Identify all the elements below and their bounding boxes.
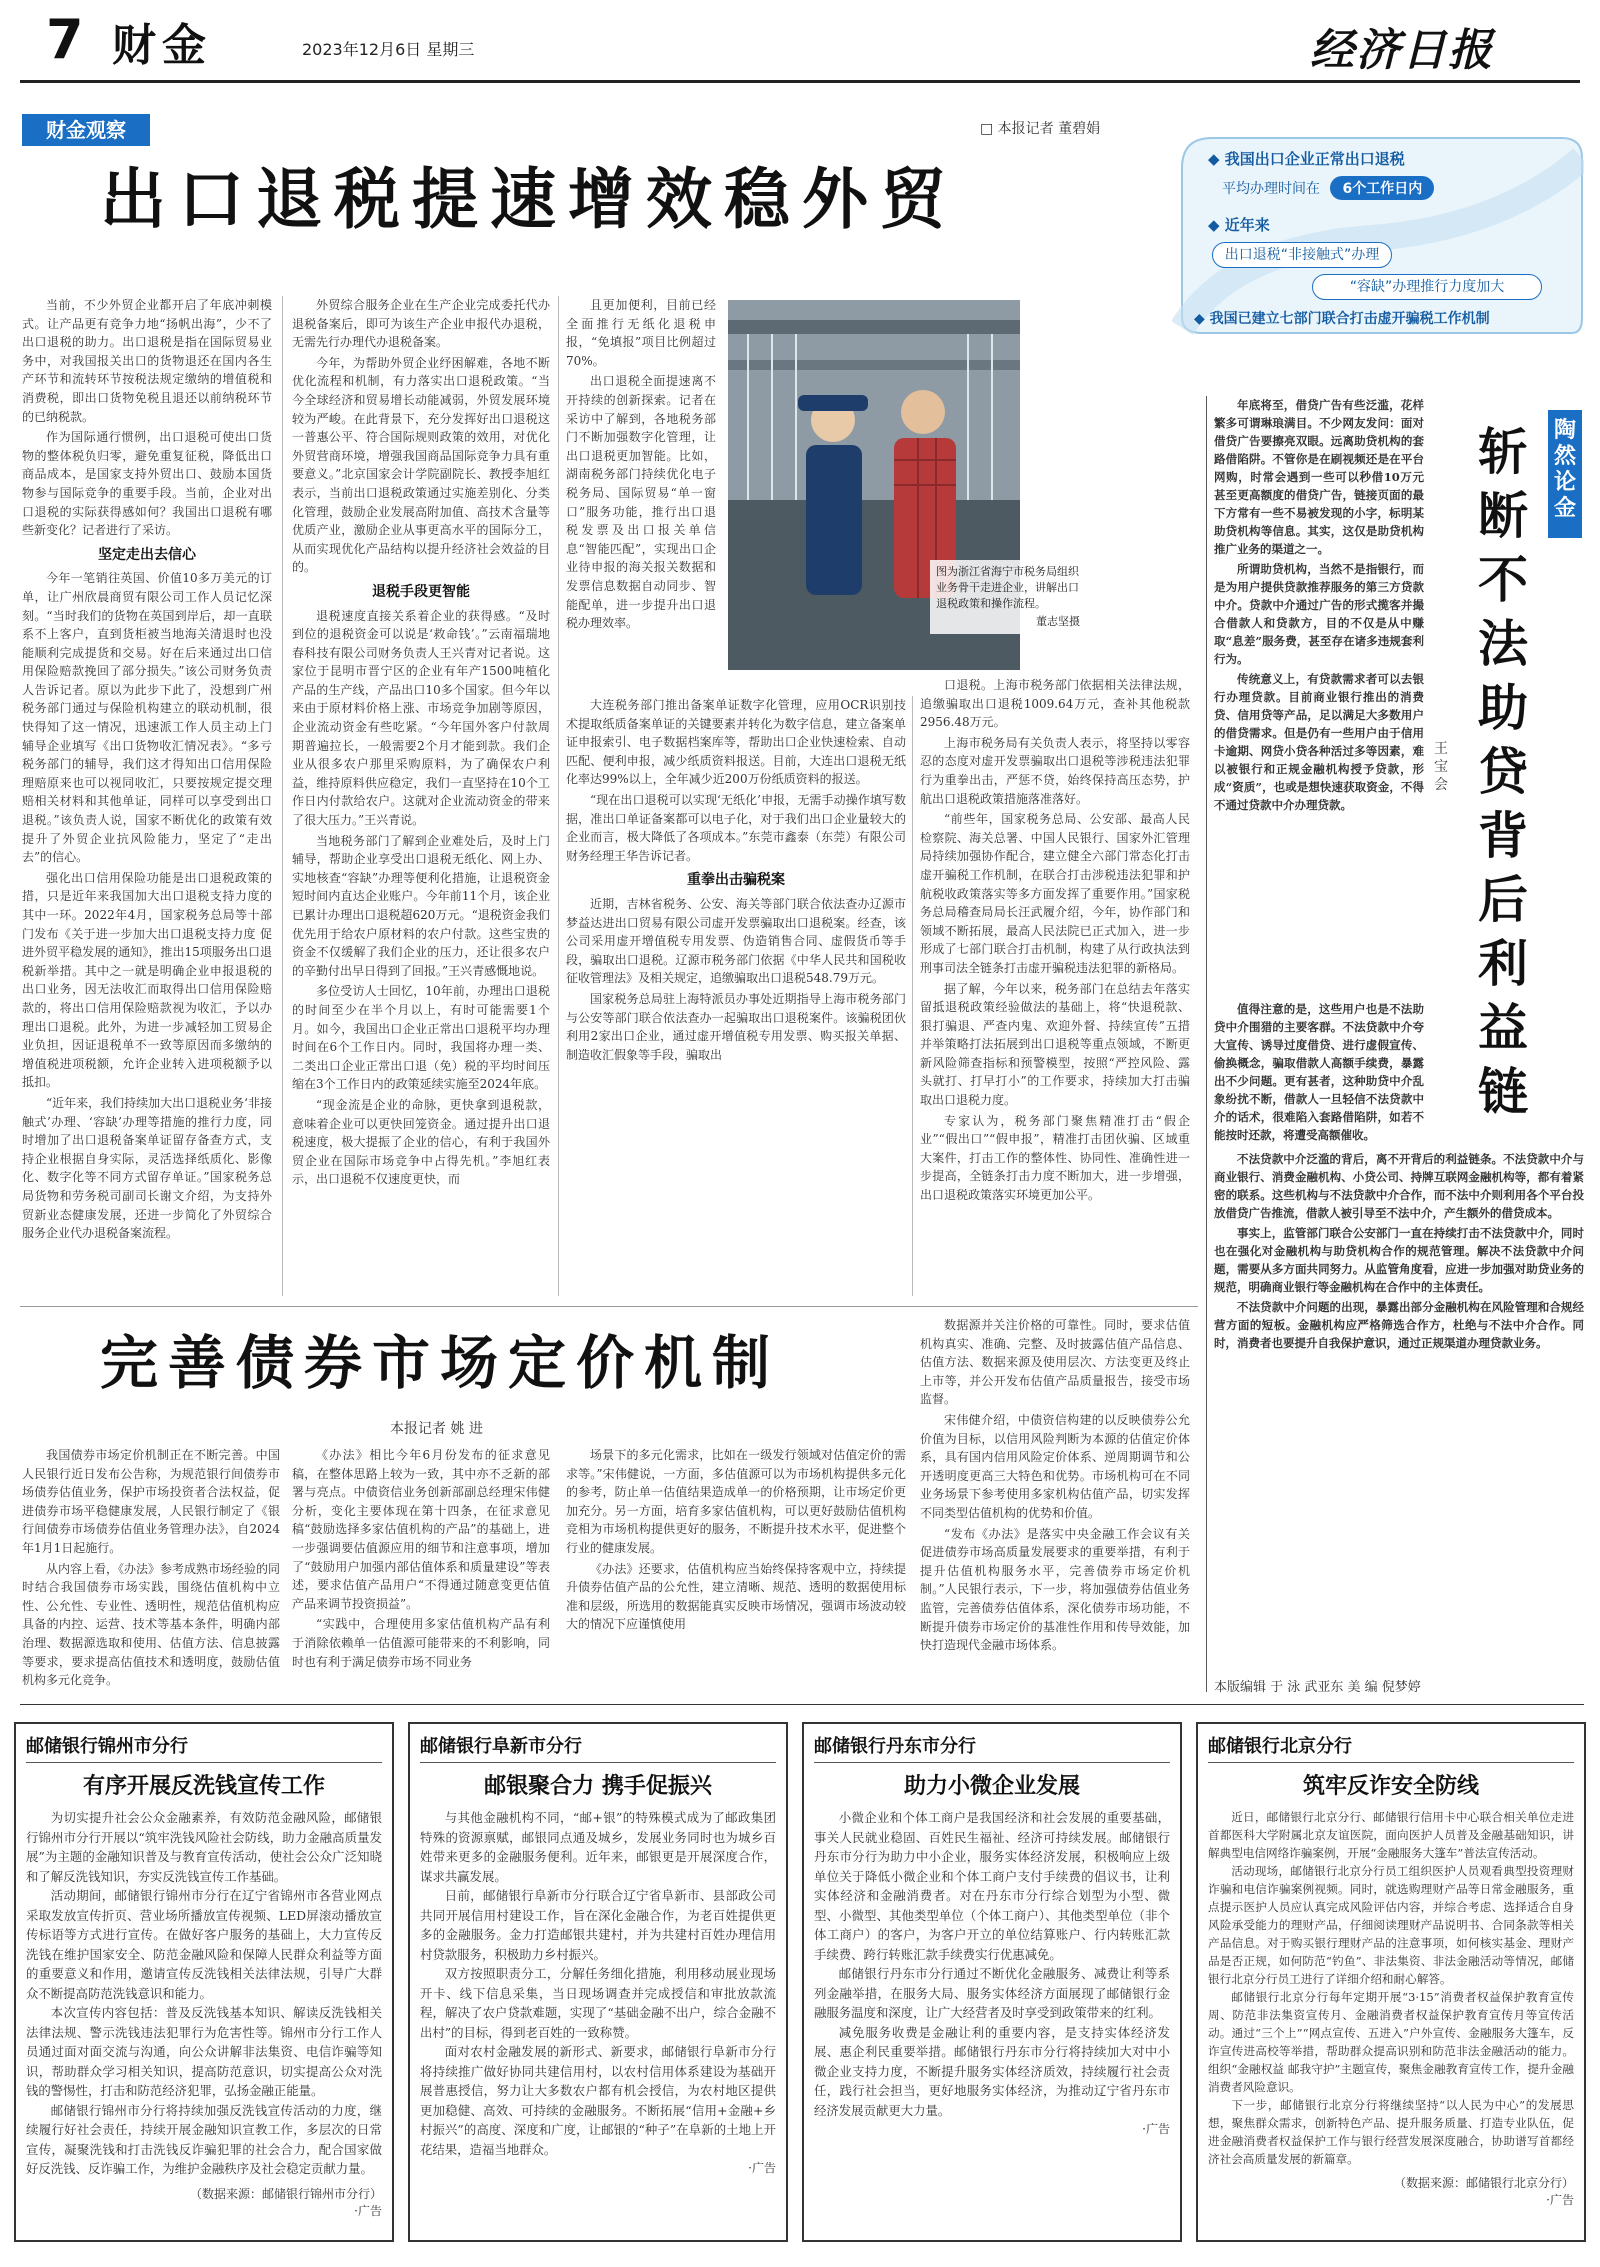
subheading-1: 坚定走出去信心 <box>98 546 196 563</box>
column-divider <box>558 296 559 1296</box>
page-editors: 本版编辑 于 泳 武亚东 美 编 倪梦婷 <box>1214 1680 1421 1695</box>
ad-box-4 <box>1196 1722 1586 2242</box>
info-pill-1: 出口退税“非接触式”办理 <box>1212 242 1392 268</box>
paragraph: 《办法》相比今年6月份发布的征求意见稿，在整体思路上较为一致，其中亦不乏新的部署与亮点。中债资信业务创新部副总经理宋伟健分析，变化主要体现在第十四条，在征求意见稿“鼓励选择多家估值机构的产品”的基础上，进一步强调要估值源应用的细节和注意事项，增加了“鼓励用户加强内部估值体系和质量建设”等表述，要求估值产品用户“不得通过随意变更估值产品来调节投资损益”。 <box>292 1448 550 1611</box>
paragraph: “现金流是企业的命脉，更快拿到退税款，意味着企业可以更快回笼资金。通过提升出口退税速度，极大提振了企业的信心，有利于我国外贸企业在国际市场竞争中占得先机。”李旭红表示，出口退税不仅速度更快，而 <box>292 1097 550 1187</box>
ad-org: 邮储银行北京分行 <box>1208 1732 1574 1763</box>
info-line-2-text: 平均办理时间在 <box>1222 181 1320 197</box>
paragraph: 我国债券市场定价机制正在不断完善。中国人民银行近日发布公告称，为规范银行间债券市场债券估值业务，保护市场投资者合法权益，促进债券市场平稳健康发展，人民银行制定了《银行间债券市场债券估值业务管理办法》，自2024年1月1日起施行。 <box>22 1448 280 1555</box>
article2-byline: 本报记者 姚 进 <box>390 1421 483 1437</box>
ad-org: 邮储银行丹东市分行 <box>814 1732 1170 1763</box>
section-divider <box>20 1306 1198 1307</box>
paragraph: 数据源并关注价格的可靠性。同时，要求估值机构真实、准确、完整、及时披露估值产品信息、估值方法、数据来源及使用层次、方法变更及终止上市等，并公开发布估值产品质量报告，接受市场监督。 <box>920 1318 1190 1407</box>
paragraph: 面对农村金融发展的新形式、新要求，邮储银行阜新市分行将持续推广做好协同共建信用村，以农村信用体系建设为基础开展普惠授信，努力让大多数农户都有机会授信，为农村地区提供更加稳健、高效、可持续的金融服务。不断拓展“信用+金融+乡村振兴”的高度、深度和广度，让邮银的“种子”在阜新的土地上开花结果，造福当地群众。 <box>420 2044 776 2157</box>
paragraph: 据了解，今年以来，税务部门在总结去年落实留抵退税政策经验做法的基础上，将“快退税款、狠打骗退、严查内鬼、欢迎外督、持续宣传”五措并举策略打法拓展到出口退税等重点领域，不断更新风险筛查指标和预警模型，按照“严控风险、露头就打、打早打小”的工作要求，持续加大打击骗取出口退税力度。 <box>920 981 1190 1108</box>
paragraph: 且更加便利，目前已经全面推行无纸化退税申报，“免填报”项目比例超过70%。 <box>566 298 716 368</box>
paragraph: 国家税务总局驻上海特派员办事处近期指导上海市税务部门与公安等部门联合依法查办一起骗取出口退税案件。该骗税团伙利用2家出口企业，通过虚开增值税专用发票、购买报关单据、制造收汇假象等手段，骗取出 <box>566 991 906 1062</box>
issue-date: 2023年12月6日 星期三 <box>302 40 475 59</box>
commentary-column-2 <box>1214 1000 1424 1146</box>
info-line-5: ◆ 我国已建立七部门联合打击虚开骗税工作机制 <box>1194 311 1490 327</box>
ad-source: （数据来源：邮储银行北京分行） <box>1393 2176 1574 2190</box>
ad-title[interactable]: 邮银聚合力 携手促振兴 <box>484 1774 712 1799</box>
info-line-1-text: 我国出口企业正常出口退税 <box>1224 150 1405 168</box>
paragraph: 近日，邮储银行北京分行、邮储银行信用卡中心联合相关单位走进首都医科大学附属北京友谊医院，面向医护人员普及金融基础知识，讲解典型电信网络诈骗案例，开展“金融服务大篷车”普法宣传活动。 <box>1208 1810 1574 1860</box>
ad-box-3 <box>802 1722 1182 2242</box>
paragraph: 今年一笔销往英国、价值10多万美元的订单，让广州欣晨商贸有限公司工作人员记忆深刻。“当时我们的货物在英国到岸后，却一直联系不上客户，直到货柜被当地海关清退时也没能顺利完成提货和交易。好在后来通过出口信用保险赔款挽回了部分损失。”该公司财务负责人告诉记者。原以为此步下此了，没想到广州税务部门通过与保险机构建立的联动机制，很快得知了这一情况，迅速派工作人员主动上门辅导企业填写《出口货物收汇情况表》。“多亏税务部门的辅导，我们这才得知出口信用保险理赔原来也可以视同收汇，只要按规定提交理赔相关材料和其他单证，同样可以享受到出口退税。”该负责人说，国家不断优化的政策有效提升了外贸企业抗风险能力，坚定了“走出去”的信心。 <box>22 571 272 865</box>
article1-column-1 <box>22 296 272 1245</box>
paragraph: 宋伟健介绍，中债资信构建的以反映债券公允价值为目标，以信用风险判断为本源的估值定价体系，具有国内信用风险定价体系、逆周期调节和公开透明度更高三大特色和优势。市场机构可在不同业务场景下参考使用多家机构估值产品，切实发挥不同类型估值机构的优势和价值。 <box>920 1412 1190 1520</box>
paragraph: 《办法》还要求，估值机构应当始终保持客观中立，持续提升债券估值产品的公允性，建立清晰、规范、透明的数据使用标准和层级，所选用的数据能真实反映市场情况，强调市场波动较大的情况下应谨慎使用 <box>566 1561 906 1632</box>
column-divider <box>282 296 283 1296</box>
paragraph: 传统意义上，有贷款需求者可以去银行办理贷款。目前商业银行推出的消费贷、信用贷等产品，足以满足大多数用户的借贷需求。但是仍有一些用户由于信用卡逾期、网贷小贷各种活过多等因素，难以被银行和正规金融机构授予贷款，形成“资质”，也或是想快速获取资金，不得不通过贷款中介办理贷款。 <box>1214 672 1424 812</box>
commentary-tag: 陶然论金 <box>1548 410 1582 538</box>
section-name: 财金 <box>112 20 212 71</box>
ad-box-2 <box>408 1722 788 2242</box>
ads-divider <box>20 1704 1584 1705</box>
paragraph: 出口退税全面提速离不开持续的创新探索。记者在采访中了解到，各地税务部门不断加强数字化管理，让出口退税更加智能。比如，湖南税务部门持续优化电子税务局、国际贸易“单一窗口”服务功能，推行出口退税发票及出口报关单信息“智能匹配”，实现出口企业待申报的海关报关数据和发票信息数据自动同步、智能配单，进一步提升出口退税办理效率。 <box>566 374 716 631</box>
commentary-divider <box>1206 396 1207 1692</box>
commentary-author: 王宝会 <box>1434 741 1448 793</box>
ad-label: ·广告 <box>354 2203 382 2218</box>
ad-body <box>814 1808 1170 2120</box>
subheading-2: 退税手段更智能 <box>372 583 470 600</box>
paragraph: 减免服务收费是金融让利的重要内容，是支持实体经济发展、惠企利民重要举措。邮储银行丹东市分行将持续加大对中小微企业支持力度，不断提升服务实体经济质效，持续履行社会责任，践行社会担当，更好地服务实体经济，为推动辽宁省丹东市经济发展贡献更大力量。 <box>814 2024 1170 2118</box>
ad-org: 邮储银行锦州市分行 <box>26 1732 382 1763</box>
article2-column-3 <box>566 1446 906 1636</box>
info-line-2 <box>1222 176 1434 200</box>
paragraph: 近期，吉林省税务、公安、海关等部门联合依法查办辽源市梦益达进出口贸易有限公司虚开发票骗取出口退税案。经查，该公司采用虚开增值税专用发票、伪造销售合同、虚假货币等手段，骗取出口退税。辽源市税务部门依据《中华人民共和国税收征收管理法》及相关规定，追缴骗取出口退税548.79万元。 <box>566 896 906 986</box>
photo-caption-text: 图为浙江省海宁市税务局组织业务骨干走进企业，讲解出口退税政策和操作流程。 <box>936 565 1079 610</box>
info-year-text: 近年来 <box>1224 216 1270 234</box>
article2-column-4 <box>920 1316 1190 1657</box>
ad-box-1 <box>14 1722 394 2242</box>
article1-column-3-top <box>566 296 716 635</box>
commentary-title[interactable]: 斩断不法助贷背后利益链 <box>1478 423 1528 1121</box>
ad-label: ·广告 <box>748 2161 776 2175</box>
article1-column-4 <box>920 676 1190 1207</box>
paragraph: 日前，邮储银行阜新市分行联合辽宁省阜新市、县部政公司共同开展信用村建设工作，旨在深化金融合作，为老百姓提供更多的金融服务。金力打造邮银共建村，并为共建村百姓办理信用村贷款服务，积极助力乡村振兴。 <box>420 1888 776 1962</box>
paragraph: 下一步，邮储银行北京分行将继续坚持“以人民为中心”的发展思想，聚焦群众需求，创新特色产品、提升服务质量、打造专业队伍，促进金融消费者权益保护工作与银行经营发展深度融合，协助谱写首都经济社会高质量发展的新篇章。 <box>1208 2098 1574 2166</box>
paragraph: 大连税务部门推出备案单证数字化管理，应用OCR识别技术提取纸质备案单证的关键要素并转化为数字信息，建立备案单证申报索引、电子数据档案库等，帮助出口企业快速检索、自动匹配、便利申报，减少纸质资料报送。目前，大连出口退税无纸化率达99%以上，全年减少近200万份纸质资料的报送。 <box>566 698 906 787</box>
info-line-1: ◆ 我国出口企业正常出口退税 <box>1208 150 1405 168</box>
header-rule <box>20 80 1580 83</box>
paragraph: 小微企业和个体工商户是我国经济和社会发展的重要基础，事关人民就业稳固、百姓民生福祉、经济可持续发展。邮储银行丹东市分行为助力中小企业，服务实体经济发展，积极响应上级单位关于降低小微企业和个体工商户支付手续费的倡议书，让利实体经济和金融消费者。对在丹东市分行综合划型为小型、微型、小微型、其他类型单位（个体工商户）、其他类型单位（非个体工商户）的客户，为客户开立的单位结算账户、行内转账汇款手续费、跨行转账汇款手续费实行优惠减免。 <box>814 1810 1170 1962</box>
paragraph: “前些年，国家税务总局、公安部、最高人民检察院、海关总署、中国人民银行、国家外汇管理局持续加强协作配合，建立健全六部门常态化打击虚开骗税工作机制，在联合打击涉税违法犯罪和护航税收政策落实等多方面发挥了重要作用。”国家税务总局稽查局局长汪武履介绍，今年，协作部门和领域不断拓展，最高人民法院已正式加入，进一步形成了七部门联合打击机制，构建了从行政执法到刑事司法全链条打击虚开骗税违法犯罪的新格局。 <box>920 812 1190 975</box>
ad-label: ·广告 <box>1546 2193 1574 2207</box>
paragraph: 作为国际通行惯例，出口退税可使出口货物的整体税负归零，避免重复征税，降低出口商品成本，是国家支持外贸出口、鼓励本国货物参与国际竞争的重要手段。当前，企业对出口退税的实际获得感如何？我国出口退税有哪些新变化？记者进行了采访。 <box>22 430 272 538</box>
paragraph: 当前，不少外贸企业都开启了年底冲刺模式。让产品更有竞争力地“扬帆出海”，少不了出口退税的助力。出口退税是指在国际贸易业务中，对我国报关出口的货物退还在国内各生产环节和流转环节按税法规定缴纳的增值税和消费税，即出口货物免税且退还以前纳税环节的已纳税款。 <box>22 298 272 424</box>
paragraph: 双方按照职责分工，分解任务细化措施，利用移动展业现场开卡、线下信息采集，当日现场调查并完成授信和审批放款流程，解决了农户贷款难题，实现了“基础金融不出户，综合金融不出村”的目标，得到老百姓的一致称赞。 <box>420 1966 776 2040</box>
paragraph: 事实上，监管部门联合公安部门一直在持续打击不法贷款中介，同时也在强化对金融机构与助贷机构合作的规范管理。解决不法贷款中介问题，需要从多方面共同努力。从监管角度看，应进一步加强对助贷业务的规范，明确商业银行等金融机构在合作中的主体责任。 <box>1214 1226 1584 1294</box>
ad-label: ·广告 <box>1142 2122 1170 2136</box>
paragraph: “近年来，我们持续加大出口退税业务‘非接触式’办理、‘容缺’办理等措施的推行力度，同时增加了出口退税备案单证留存备查方式，支持企业根据自身实际，灵活选择纸质化、影像化、数字化等不同方式留存单证。”国家税务总局货物和劳务税司副司长谢文介绍，为支持外贸新业态健康发展，还进一步简化了外贸综合服务企业代办退税备案流程。 <box>22 1095 272 1241</box>
paragraph: 邮储银行北京分行每年定期开展“3·15”消费者权益保护教育宣传周、防范非法集资宣传月、金融消费者权益保护教育宣传月等宣传活动。通过“三个上”“网点宣传、五进入”户外宣传、金融服务大篷车，反诈宣传进高校等举措，帮助群众提高识别和防范非法金融活动的能力。组织“金融权益 邮我守护”主题宣传，聚焦金融教育宣传工作，提升金融消费者风险意识。 <box>1208 1990 1574 2094</box>
commentary-column-1 <box>1214 396 1424 816</box>
paragraph: 不法贷款中介泛滥的背后，离不开背后的利益链条。不法贷款中介与商业银行、消费金融机构、小贷公司、持牌互联网金融机构等，都有着紧密的联系。这些机构与不法贷款中介合作，而不法中介则利用各个平台投放借贷广告推流，借款人被引导至不法中介，产生额外的借贷成本。 <box>1214 1152 1584 1220</box>
article1-column-2 <box>292 296 550 1191</box>
paragraph: 值得注意的是，这些用户也是不法助贷中介围猎的主要客群。不法贷款中介夸大宣传、诱导过度借贷、进行虚假宣传、偷换概念，骗取借款人高额手续费，暴露出不少问题。更有甚者，这种助贷中介乱象纷扰不断，借款人一旦轻信不法贷款中介的话术，很难陷入套路借陷阱，如若不能按时还款，将遭受高额催收。 <box>1214 1002 1424 1142</box>
article2-headline[interactable]: 完善债券市场定价机制 <box>100 1329 781 1397</box>
paragraph: 邮储银行锦州市分行将持续加强反洗钱宣传活动的力度，继续履行好社会责任，持续开展金融知识宣教工作，多层次的日常宣传，凝聚洗钱和打击洗钱反诈骗犯罪的社会合力，配合国家做好反洗钱、反诈骗工作，为维护金融秩序及社会稳定贡献力量。 <box>26 2102 382 2176</box>
article2-column-1 <box>22 1446 280 1692</box>
ad-body <box>420 1808 776 2159</box>
paragraph: 为切实提升社会公众金融素养，有效防范金融风险，邮储银行锦州市分行开展以“筑牢洗钱风险社会防线，助力金融高质量发展”为主题的金融知识普及与教育宣传活动，使社会公众广泛知晓和了解反洗钱知识，夯实反洗钱宣传工作基础。 <box>26 1810 382 1884</box>
paragraph: 不法贷款中介问题的出现，暴露出部分金融机构在风险管理和合规经营方面的短板。金融机构应严格筛选合作方，杜绝与不法中介合作。同时，消费者也要提升自我保护意识，通过正规渠道办理贷款业务。 <box>1214 1300 1584 1350</box>
paragraph: 本次宣传内容包括：普及反洗钱基本知识、解读反洗钱相关法律法规、警示洗钱违法犯罪行为危害性等。锦州市分行工作人员通过面对面交流与沟通，向公众讲解非法集资、电信诈骗等知识，帮助群众学习相关知识，提高防范意识，切实提高公众对洗钱的警惕性，打击和防范经济犯罪，弘扬金融正能量。 <box>26 2005 382 2098</box>
newspaper-logo: 经济日报 <box>1310 25 1494 76</box>
info-graphic <box>1172 128 1584 338</box>
paragraph: 当地税务部门了解到企业难处后，及时上门辅导，帮助企业享受出口退税无纸化、网上办、实地核查“容缺”办理等便利化措施，让退税资金短时间内直达企业账户。今年前11个月，该企业已累计办理出口退税超620万元。“退税资金我们优先用于给农户原材料的农户付款。这些宝贵的资金不仅缓解了我们企业的压力，还让很多农户的辛勤付出早日得到了回报。”王兴青感慨地说。 <box>292 833 550 978</box>
paragraph: 从内容上看，《办法》参考成熟市场经验的同时结合我国债券市场实践，围绕估值机构中立性、公允性、专业性、透明性，规范估值机构应具备的内控、运营、技术等基本条件，明确内部治理、数据源选取和使用、估值方法、信息披露等要求，要求提高估值技术和透明度，鼓励估值机构多元化竞争。 <box>22 1561 281 1688</box>
photo-credit: 董志坚摄 <box>1036 615 1080 628</box>
paragraph: “发布《办法》是落实中央金融工作会议有关促进债券市场高质量发展要求的重要举措，有利于提升估值机构服务水平，完善债券市场定价机制。”人民银行表示，下一步，将加强债券估值业务监管，完善债券估值体系，深化债券市场功能，不断提升债券市场定价的基准性作用和传导效能，加快打造现代金融市场体系。 <box>920 1526 1190 1653</box>
paragraph: 邮储银行丹东市分行通过不断优化金融服务、减费让利等系列金融举措，在服务大局、服务实体经济方面展现了邮储银行金融服务温度和深度，让广大经营者及时享受到政策带来的红利。 <box>814 1966 1170 2020</box>
subheading-3: 重拳出击骗税案 <box>687 872 785 889</box>
paragraph: 上海市税务局有关负责人表示，将坚持以零容忍的态度对虚开发票骗取出口退税等涉税违法犯罪行为重拳出击，严惩不贷，始终保持高压态势，护航出口退税政策措施落准落好。 <box>920 735 1190 806</box>
paragraph: 年底将至，借贷广告有些泛滥，花样繁多可谓琳琅满目。不少网友发问：面对借贷广告要擦亮双眼。远离助贷机构的套路借陷阱。不管你是在刷视频还是在平台网购，时常会遇到一些可以秒借10万元甚至更高额度的借贷广告，链接页面的最下方常有一些不易被发现的小字，标明某助贷机构等信息。其实，这仅是助贷机构推广业务的渠道之一。 <box>1214 398 1424 556</box>
column-divider <box>912 696 913 1296</box>
paragraph: 专家认为，税务部门聚焦精准打击“假企业”“假出口”“假申报”，精准打击团伙骗、区域重大案件，打击工作的整体性、协同性、准确性进一步提高，全链条打击力度不断加大，进一步增强，出口退税政策落实环境更加公平。 <box>920 1113 1190 1203</box>
paragraph: 与其他金融机构不同，“邮+银”的特殊模式成为了邮政集团特殊的资源禀赋，邮银同点通及城乡，发展业务同时也为城乡百姓带来更多的金融服务便利。近年来，邮银更是开展深度合作，谋求共赢发展。 <box>420 1810 776 1884</box>
page-number: 7 <box>46 8 84 71</box>
paragraph: 活动期间，邮储银行锦州市分行在辽宁省锦州市各营业网点采取发放宣传折页、营业场所播放宣传视频、LED屏滚动播放宣传标语等方式进行宣传。在做好客户服务的基础上，大力宣传反洗钱在维护国家安全、防范金融风险和保障人民群众利益等方面的重要意义和作用，邀请宣传反洗钱相关法律法规，引导广大群众不断提高防范洗钱意识和能力。 <box>26 1888 382 2001</box>
article2-column-2 <box>292 1446 550 1673</box>
ad-body <box>1208 1808 1574 2168</box>
ad-title[interactable]: 有序开展反洗钱宣传工作 <box>82 1774 325 1799</box>
info-highlight-badge: 6个工作日内 <box>1330 176 1434 200</box>
a1c1-p <box>22 296 272 540</box>
paragraph: “现在出口退税可以实现‘无纸化’申报，无需手动操作填写数据，准出口单证备案都可以电子化，对于我们出口企业量较大的企业而言，极大降低了各项成本。”东莞市鑫泰（东莞）有限公司财务经理王华告诉记者。 <box>566 792 906 863</box>
paragraph: 强化出口信用保险功能是出口退税政策的措，只是近年来我国加大出口退税支持力度的其中一环。2022年4月，国家税务总局等十部门发布《关于进一步加大出口退税支持力度 促进外贸平稳发展的通知》，推出15项服务出口退税新举措。其中之一就是明确企业申报退税的出口业务，因无法收汇而取得出口信用保险赔款的，将出口信用保险赔款视为收汇，予以办理出口退税。此外，为进一步减轻加工贸易企业负担，因证退税单不一致等原因而多缴纳的增值税进项税额，允许企业转入进项税额予以抵扣。 <box>22 870 272 1090</box>
paragraph: 场景下的多元化需求，比如在一级发行领域对估值定价的需求等。”宋伟健说，一方面，多估值源可以为市场机构提供多元化的参考，防止单一估值结果造成单一的价格预期，让市场定价更加充分。另一方面，培育多家估值机构，可以更好鼓励估值机构竞相为市场机构提供更好的服务，不断提升技术水平，促进整个行业的健康发展。 <box>566 1448 906 1555</box>
ad-title[interactable]: 筑牢反诈安全防线 <box>1302 1774 1479 1799</box>
paragraph: 外贸综合服务企业在生产企业完成委托代办退税备案后，即可为该生产企业申报代办退税，无需先行办理代办退税备案。 <box>292 298 550 350</box>
commentary-column-wide <box>1214 1150 1584 1354</box>
article-byline: □ 本报记者 董碧娟 <box>980 121 1101 137</box>
paragraph: 多位受访人士回忆，10年前，办理出口退税的时间至少在半个月以上，有时可能需要1个月。如今，我国出口企业正常出口退税平均办理时间在6个工作日内。同时，我国将办理一类、二类出口企业正常出口退（免）税的平均时间压缩在3个工作日内的政策延续实施至2024年底。 <box>292 984 550 1092</box>
paragraph: 退税速度直接关系着企业的获得感。“及时到位的退税资金可以说是‘救命钱’。”云南福瑞地春科技有限公司财务负责人王兴青对记者说。这家位于昆明市晋宁区的企业有年产1500吨植化产品的生产线，产品出口10多个国家。但今年以来由于原材料价格上涨、市场竞争加剧等原因，企业流动资金有些吃紧。“今年国外客户付款周期普遍拉长，一般需要2个月才能到款。我们企业从很多农户那里采购原料，为了确保农户利益，维持原料供应稳定，我们一直坚持在10个工作日内付款给农户。这就对企业流动资金的带来了很大压力。”王兴青说。 <box>292 608 550 828</box>
info-pill-2: “容缺”办理推行力度加大 <box>1312 274 1542 300</box>
paragraph: 口退税。上海市税务部门依据相关法律法规，追缴骗取出口退税1009.64万元，查补其他税款2956.48万元。 <box>920 678 1190 730</box>
column-tag: 财金观察 <box>22 114 150 146</box>
paragraph: 今年，为帮助外贸企业纾困解难，各地不断优化流程和机制，有力落实出口退税政策。“当今全球经济和贸易增长动能减弱，外贸发展环境较为严峻。在此背景下，充分发挥好出口退税这一普惠公平、符合国际规则政策的效用，对优化外贸营商环境，增强我国商品国际竞争力具有重要意义。”北京国家会计学院副院长、教授李旭红表示，当前出口退税政策通过实施差别化、分类化管理，鼓励企业发展高附加值、高技术含量等优质产业，激励企业从事更高水平的国际分工，从而实现优化产品结构以提升经济社会效益的目的。 <box>292 355 550 575</box>
paragraph: 所谓助贷机构，当然不是指银行，而是为用户提供贷款推荐服务的第三方贷款中介。贷款中介通过广告的形式揽客并撮合借款人和贷款方，目的不仅是从中赚取“息差”服务费，甚至存在诸多违规套利行为。 <box>1214 562 1424 666</box>
info-year-label: ◆ 近年来 <box>1208 216 1270 234</box>
ad-title[interactable]: 助力小微企业发展 <box>903 1774 1080 1799</box>
article-headline[interactable]: 出口退税提速增效稳外贸 <box>100 161 958 238</box>
article1-column-3 <box>566 696 906 1066</box>
photo-caption <box>930 560 1086 634</box>
ad-body <box>26 1808 382 2179</box>
info-line-5-text: 我国已建立七部门联合打击虚开骗税工作机制 <box>1209 311 1490 327</box>
ad-source: （数据来源：邮储银行锦州市分行） <box>189 2186 382 2201</box>
ad-org: 邮储银行阜新市分行 <box>420 1732 776 1763</box>
paragraph: 活动现场，邮储银行北京分行员工组织医护人员观看典型投资理财诈骗和电信诈骗案例视频。同时，就选购理财产品等日常金融服务，重点提示医护人员应认真完成风险评估内容，并综合考虑、选择适合自身风险承受能力的理财产品，仔细阅读理财产品说明书、合同条款等相关产品信息。对于购买银行理财产品的注意事项，如何核实基金、理财产品是否正规，如何防范“钓鱼”、非法集资、非法金融活动等情况，邮储银行北京分行员工进行了详细介绍和耐心解答。 <box>1208 1864 1574 1986</box>
paragraph: “实践中，合理使用多家估值机构产品有利于消除依赖单一估值源可能带来的不利影响，同时也有利于满足债券市场不同业务 <box>292 1617 550 1669</box>
